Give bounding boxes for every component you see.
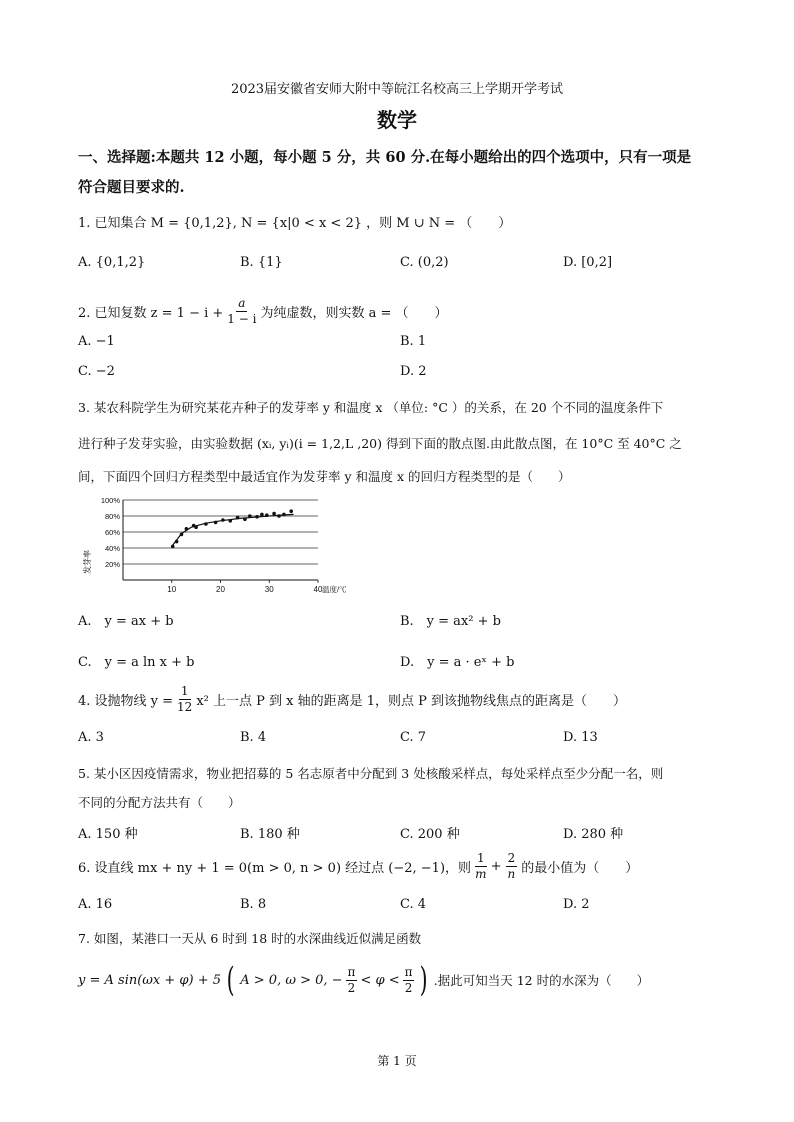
q5-stem-line1: 5. 某小区因疫情需求，物业把招募的 5 名志原者中分配到 3 处核酸采样点，每处采样点至少分配一名，则 [78,766,664,781]
q4-stem-part1: 4. 设抛物线 y = [78,694,174,709]
exam-title: 2023届安徽省安师大附中等皖江名校高三上学期开学考试 [230,82,564,97]
scatter-point [236,516,240,520]
q2-stem-part2: 为纯虚数，则实数 a = （ ） [260,306,448,321]
q7-fraction-1 [346,965,358,996]
q7-condition-a: A > 0, ω > 0, − [240,972,343,988]
q6-frac1-den: m [475,867,487,881]
q3-stem-line2: 进行种子发芽实验，由实验数据 (xᵢ, yᵢ)(i = 1,2,L ,20) 得到下面的散点图.由此散点图，在 10°C 至 40°C 之 [78,436,682,451]
q1-option-c: C. (0,2) [400,255,449,270]
q4-option-c: C. 7 [400,730,427,745]
q2-option-a: A. −1 [78,334,115,349]
q7-frac1-num: π [347,964,356,979]
q3-option-a: A. y = ax + b [78,614,174,629]
q7-stem-tail: .据此可知当天 12 时的水深为（ ） [433,973,650,988]
q6-option-b: B. 8 [240,897,267,912]
q4-option-d: D. 13 [563,730,598,745]
q6-frac2-num: 2 [507,851,516,865]
q4-frac-num: 1 [180,684,189,698]
x-tick-label: 10 [167,585,177,594]
chart-ylabel: 发芽率 [83,550,92,574]
q6-fraction-1 [475,851,487,882]
section-heading-line2: 符合题目要求的. [78,179,185,196]
q1-stem: 1. 已知集合 M = {0,1,2}, N = {x|0 < x < 2} ，则 M ∪ N = （ ） [78,216,512,231]
q3-option-b: B. y = ax² + b [400,614,501,629]
q7-frac1-den: 2 [347,980,356,995]
q6-option-d: D. 2 [563,897,590,912]
scatter-point [194,525,198,529]
scatter-point [272,512,276,516]
q6-stem-part2: 的最小值为（ ） [521,861,639,876]
x-tick-label: 20 [216,585,225,594]
q4-frac-den: 12 [177,700,193,714]
q6-frac2-den: n [507,867,516,881]
y-tick-label: 100% [100,496,120,505]
q5-option-c: C. 200 种 [400,827,460,842]
q2-stem [78,296,448,327]
scatter-point [243,517,247,521]
q1-option-d: D. [0,2] [563,255,613,270]
q7-frac2-den: 2 [404,980,413,995]
q2-option-c: C. −2 [78,364,115,379]
q7-left-paren: ( [226,960,235,1000]
q2-frac-num: a [238,296,246,310]
q2-fraction [227,296,256,327]
q2-frac-den: 1 − i [227,312,257,326]
q6-plus: + [490,859,502,874]
scatter-plot-svg [78,494,348,604]
q4-stem-part2: x² 上一点 P 到 x 轴的距离是 1，则点 P 到该抛物线焦点的距离是（ ） [196,694,627,709]
y-tick-label: 80% [104,512,120,521]
q6-stem [78,851,638,882]
q7-formula: y = A sin(ωx + φ) + 5 [78,972,221,988]
scatter-point [282,513,286,517]
q5-stem-line2: 不同的分配方法共有（ ） [78,795,241,810]
q2-option-d: D. 2 [400,364,427,379]
x-tick-label: 40 [313,585,323,594]
q4-option-a: A. 3 [78,730,104,745]
y-tick-label: 40% [104,544,120,553]
q2-stem-part1: 2. 已知复数 z = 1 − i + [78,306,224,321]
q3-option-d: D. y = a · eˣ + b [400,655,515,670]
q6-fraction-2 [506,851,518,882]
q2-option-b: B. 1 [400,334,427,349]
scatter-point [175,540,179,544]
q4-stem [78,684,626,715]
q4-fraction [177,684,192,715]
scatter-point [289,509,293,513]
scatter-point [265,513,269,517]
q3-scatter-chart [78,494,348,604]
q7-condition-b: < φ < [360,972,400,988]
q7-right-paren: ) [420,960,429,1000]
q3-stem-line1: 3. 某农科院学生为研究某花卉种子的发芽率 y 和温度 x （单位: °C ）的关系，在 20 个不同的温度条件下 [78,400,664,415]
q7-stem-line1: 7. 如图，某港口一天从 6 时到 18 时的水深曲线近似满足函数 [78,931,422,946]
q6-stem-part1: 6. 设直线 mx + ny + 1 = 0(m > 0, n > 0) 经过点 (−2, −1)，则 [78,861,472,876]
scatter-point [180,533,184,537]
q5-option-d: D. 280 种 [563,827,624,842]
subject-heading: 数学 [377,108,417,132]
scatter-point [214,521,218,525]
scatter-point [277,514,281,518]
q7-frac2-num: π [404,964,413,979]
q7-formula-line [78,956,649,1004]
page-number: 第 1 页 [377,1054,417,1068]
q6-option-c: C. 4 [400,897,427,912]
q6-option-a: A. 16 [78,897,113,912]
scatter-point [255,515,259,519]
q7-fraction-2 [403,965,415,996]
q3-option-c: C. y = a ln x + b [78,655,195,670]
scatter-point [185,527,189,531]
q6-frac1-num: 1 [477,851,485,865]
q4-option-b: B. 4 [240,730,267,745]
scatter-point [171,545,175,549]
y-tick-label: 20% [104,560,120,569]
scatter-point [229,519,233,523]
q1-option-a: A. {0,1,2} [78,255,146,270]
q1-option-b: B. {1} [240,255,283,270]
scatter-point [204,522,208,526]
q5-option-b: B. 180 种 [240,827,300,842]
scatter-point [260,513,264,517]
trend-curve [172,514,294,546]
q5-option-a: A. 150 种 [78,827,138,842]
scatter-point [221,518,225,522]
x-tick-label: 30 [264,585,274,594]
q3-stem-line3: 间，下面四个回归方程类型中最适宜作为发芽率 y 和温度 x 的回归方程类型的是（ ） [78,469,571,484]
scatter-point [248,514,252,518]
chart-xlabel: 温度/℃ [322,585,347,594]
y-tick-label: 60% [104,528,120,537]
section-heading-line1: 一、选择题:本题共 12 小题，每小题 5 分，共 60 分.在每小题给出的四个选项中，只有一项是 [78,149,692,166]
